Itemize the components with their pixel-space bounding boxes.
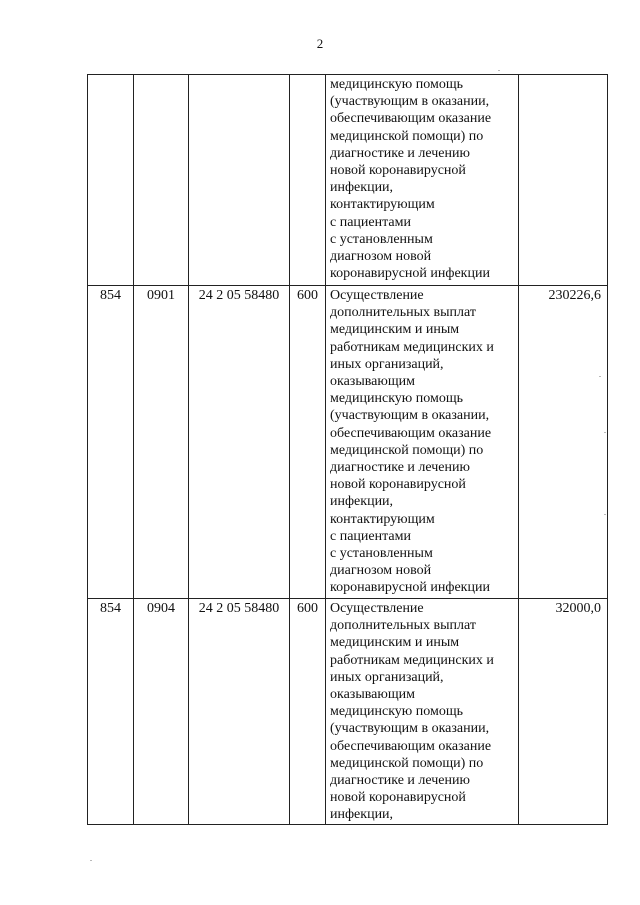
description-line: диагностике и лечению (330, 145, 470, 161)
description-line: коронавирусной инфекции (330, 266, 490, 282)
amount-cell (519, 75, 608, 286)
target-article-cell: 24 2 05 58480 (189, 599, 290, 825)
section-code-cell: 0901 (134, 286, 189, 599)
description-line: оказывающим (330, 687, 415, 703)
scan-speck (604, 432, 606, 433)
description-line: с пациентами (330, 528, 411, 544)
description-line: диагнозом новой (330, 563, 432, 579)
description-line: новой коронавирусной (330, 790, 466, 806)
table-row (88, 75, 608, 286)
section-code-cell: 0904 (134, 599, 189, 825)
description-line: медицинскую помощь (330, 77, 464, 92)
scan-speck (604, 514, 606, 515)
description-line: медицинской помощи) по (330, 755, 484, 771)
description-line: обеспечивающим оказание (330, 738, 492, 754)
description-cell (326, 599, 519, 825)
expense-type-cell: 600 (290, 599, 326, 825)
scan-speck (90, 860, 92, 861)
page-number: 2 (316, 36, 324, 51)
description-line: диагнозом новой (330, 249, 432, 265)
section-code-cell (134, 75, 189, 286)
description-line: (участвующим в оказании, (330, 94, 490, 110)
expense-type-cell (290, 75, 326, 286)
description-line: инфекции, (330, 807, 394, 823)
ministry-code-cell: 854 (88, 286, 134, 599)
target-article-cell (189, 75, 290, 286)
description-line: с установленным (330, 231, 433, 247)
description-line: дополнительных выплат (330, 618, 476, 634)
description-line: диагностике и лечению (330, 773, 470, 789)
description-line: новой коронавирусной (330, 163, 466, 179)
description-line: (участвующим в оказании, (330, 408, 490, 424)
description-line: оказывающим (330, 374, 415, 390)
description-line: инфекции, (330, 494, 394, 510)
description-line: медицинскую помощь (330, 391, 464, 407)
scan-speck (498, 70, 500, 71)
description-line: коронавирусной инфекции (330, 580, 490, 596)
description-line: контактирующим (330, 197, 435, 213)
description-line: медицинским и иным (330, 322, 460, 338)
description-line: медицинским и иным (330, 635, 460, 651)
description-line: медицинскую помощь (330, 704, 464, 720)
description-line: обеспечивающим оказание (330, 111, 492, 127)
description-line: с установленным (330, 546, 433, 562)
table-row (88, 286, 608, 599)
description-line: Осуществление (330, 288, 424, 303)
description-line: медицинской помощи) по (330, 442, 484, 458)
budget-allocation-table (87, 74, 608, 825)
amount-cell: 32000,0 (519, 599, 608, 825)
description-line: диагностике и лечению (330, 460, 470, 476)
table-row (88, 599, 608, 825)
ministry-code-cell: 854 (88, 599, 134, 825)
ministry-code-cell (88, 75, 134, 286)
description-line: инфекции, (330, 180, 394, 196)
description-line: (участвующим в оказании, (330, 721, 490, 737)
description-cell (326, 75, 519, 286)
description-cell (326, 286, 519, 599)
description-line: контактирующим (330, 511, 435, 527)
description-line: иных организаций, (330, 356, 444, 372)
target-article-cell: 24 2 05 58480 (189, 286, 290, 599)
description-line: с пациентами (330, 214, 411, 230)
description-line: медицинской помощи) по (330, 128, 484, 144)
description-line: работникам медицинских и (330, 652, 494, 668)
description-line: Осуществление (330, 601, 424, 616)
description-line: дополнительных выплат (330, 305, 476, 321)
expense-type-cell: 600 (290, 286, 326, 599)
description-line: иных организаций, (330, 669, 444, 685)
description-line: работникам медицинских и (330, 339, 494, 355)
description-line: обеспечивающим оказание (330, 425, 492, 441)
amount-cell: 230226,6 (519, 286, 608, 599)
scan-speck (599, 376, 601, 377)
description-line: новой коронавирусной (330, 477, 466, 493)
